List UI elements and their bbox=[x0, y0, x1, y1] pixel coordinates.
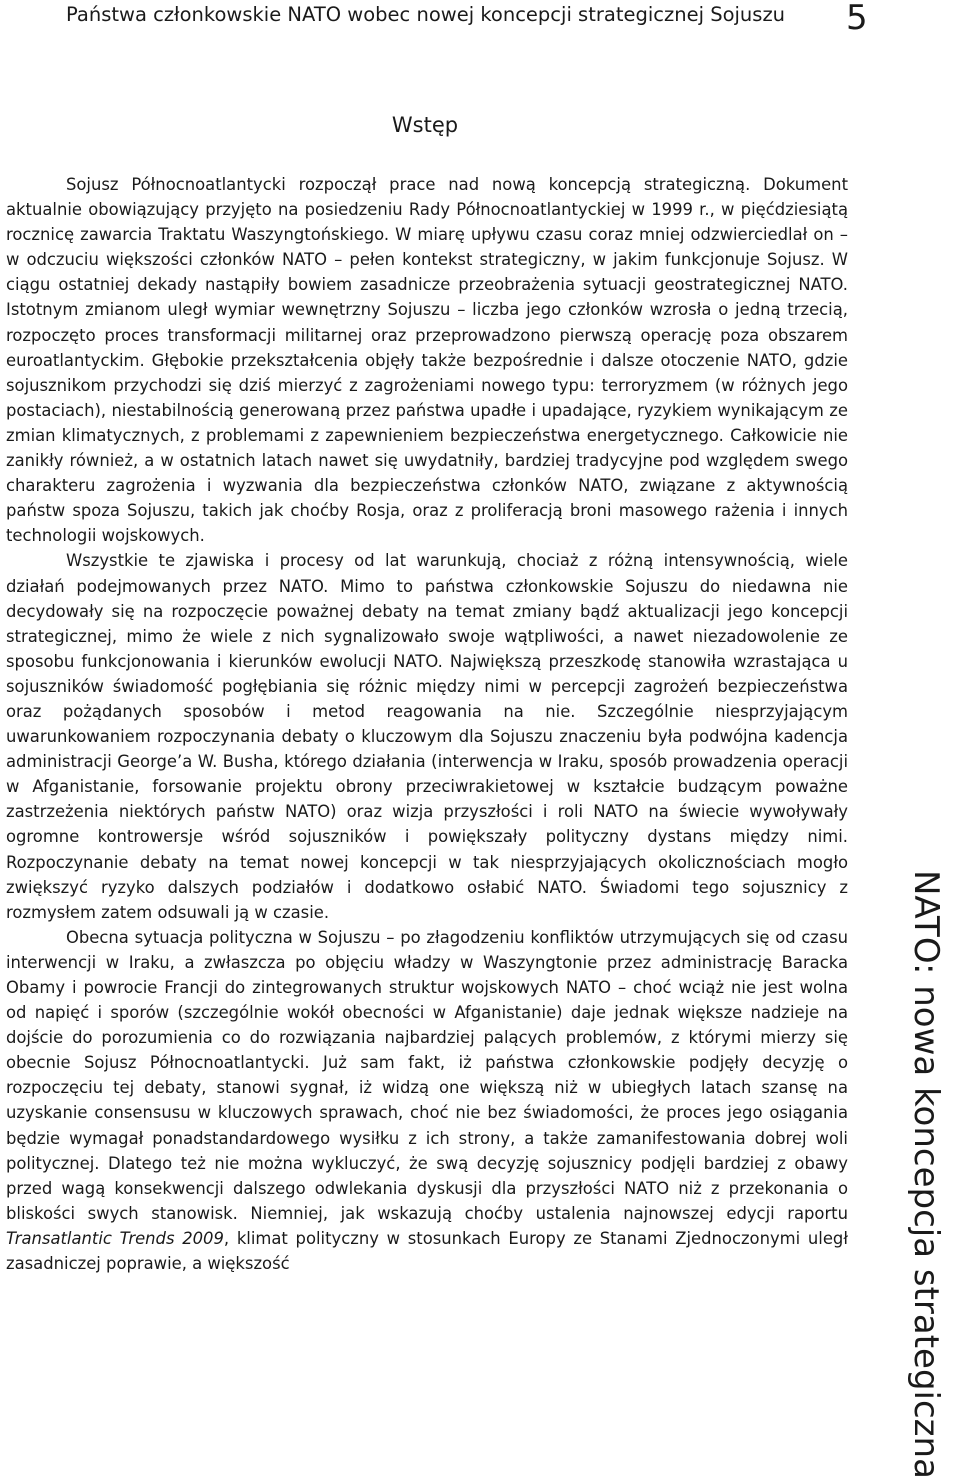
body-text bbox=[6, 172, 848, 1276]
section-heading: Wstęp bbox=[391, 113, 459, 137]
paragraph-3 bbox=[6, 925, 848, 1276]
running-header: Państwa członkowskie NATO wobec nowej koncepcji strategicznej Sojuszu bbox=[66, 3, 786, 26]
paragraph-3-text-after: , klimat polityczny w stosunkach Europy ze Stanami Zjednoczonymi uległ zasadniczej poprawie, a większość bbox=[6, 1228, 848, 1274]
report-title: Transatlantic Trends 2009 bbox=[6, 1228, 224, 1248]
paragraph-2: Wszystkie te zjawiska i procesy od lat warunkują, chociaż z różną intensywnością, wiele działań podejmowanych przez NATO. Mimo to państwa członkowskie Sojuszu do niedawna nie decydowały się na rozpoczęcie poważnej debaty na temat zmiany bądź aktualizacji jego koncepcji strategicznej, mimo że wiele z nich sygnalizowało swoje wątpliwości, a nawet niezadowolenie ze sposobu funkcjonowania i kierunków ewolucji NATO. Największą przeszkodę stanowiła wzrastająca u sojuszników świadomość pogłębiania się różnic między nimi w percepcji zagrożeń bezpieczeństwa oraz pożądanych sposobów i metod reagowania na nie. Szczególnie niesprzyjającym uwarunkowaniem rozpoczynania debaty o kluczowym dla Sojuszu znaczeniu była podwójna kadencja administracji George’a W. Busha, którego działania (interwencja w Iraku, sposób prowadzenia operacji w Afganistanie, forsowanie projektu obrony przeciwrakietowej w kształcie budzącym poważne zastrzeżenia niektórych państw NATO) oraz wizja przyszłości i roli NATO na świecie wywoływały ogromne kontrowersje wśród sojuszników i powiększały polityczny dystans między nimi. Rozpoczynanie debaty na temat nowej koncepcji w tak niesprzyjających okolicznościach mogło zwiększyć ryzyko dalszych podziałów i dodatkowo osłabić NATO. Świadomi tego sojusznicy z rozmysłem zatem odsuwali ją w czasie. bbox=[6, 551, 848, 922]
page-number: 5 bbox=[846, 0, 868, 38]
side-label-text: NATO: nowa koncepcja strategiczna bbox=[906, 870, 946, 1479]
paragraph-3-text-before: Obecna sytuacja polityczna w Sojuszu – po złagodzeniu konfliktów utrzymujących się od czasu interwencji w Iraku, a zwłaszcza po objęciu władzy w Waszyngtonie przez administrację Baracka Obamy i powrocie Francji do zintegrowanych struktur wojskowych NATO – choć wciąż nie jest wolna od napięć i sporów (szczególnie wokół obecności w Afganistanie) daje jednak większe nadzieje na dojście do porozumienia co do rozwiązania najbardziej palących problemów, z którymi mierzy się obecnie Sojusz Północnoatlantycki. Już sam fakt, iż państwa członkowskie podjęły decyzję o rozpoczęciu tej debaty, stanowi sygnał, iż widzą one większą niż w ubiegłych latach szansę na uzyskanie consensusu w kluczowych sprawach, choć nie bez świadomości, że proces jego osiągania będzie wymagał ponadstandardowego wysiłku z ich strony, a także zamanifestowania dobrej woli politycznej. Dlatego też nie można wykluczyć, że swą decyzję sojusznicy podjęli bardziej z obawy przed wagą konsekwencji dalszego odwlekania dyskusji dla przyszłości NATO niż z przekonania o bliskości swych stanowisk. Niemniej, jak wskazują choćby ustalenia najnowszej edycji raportu bbox=[6, 927, 848, 1223]
paragraph-1: Sojusz Północnoatlantycki rozpoczął prace nad nową koncepcją strategiczną. Dokument aktualnie obowiązujący przyjęto na posiedzeniu Rady Północnoatlantyckiej w 1999 r., w pięćdziesiątą rocznicę zawarcia Traktatu Waszyngtońskiego. W miarę upływu czasu coraz mniej odzwierciedlał on – w odczuciu większości członków NATO – pełen kontekst strategiczny, w jakim funkcjonuje Sojusz. W ciągu ostatniej dekady nastąpiły bowiem zasadnicze przeobrażenia sytuacji geostrategicznej NATO. Istotnym zmianom uległ wymiar wewnętrzny Sojuszu – liczba jego członków wzrosła o jedną trzecią, rozpoczęto proces transformacji militarnej oraz przeprowadzono pierwszą operację poza obszarem euroatlantyckim. Głębokie przekształcenia objęły także bezpośrednie i dalsze otoczenie NATO, gdzie sojusznikom przychodzi się dziś mierzyć z zagrożeniami nowego typu: terroryzmem (w różnych jego postaciach), niestabilnością generowaną przez państwa upadłe i upadające, ryzykiem wynikającym ze zmian klimatycznych, z problemami z zapewnieniem bezpieczeństwa energetycznego. Całkowicie nie zanikły również, a w ostatnich latach nawet się uwydatniły, bardziej tradycyjne pod względem swego charakteru zagrożenia i wyzwania dla bezpieczeństwa członków NATO, związane z aktywnością państw spoza Sojuszu, takich jak choćby Rosja, oraz z proliferacją broni masowego rażenia i innych technologii wojskowych. bbox=[6, 175, 848, 546]
side-label bbox=[898, 870, 960, 1481]
